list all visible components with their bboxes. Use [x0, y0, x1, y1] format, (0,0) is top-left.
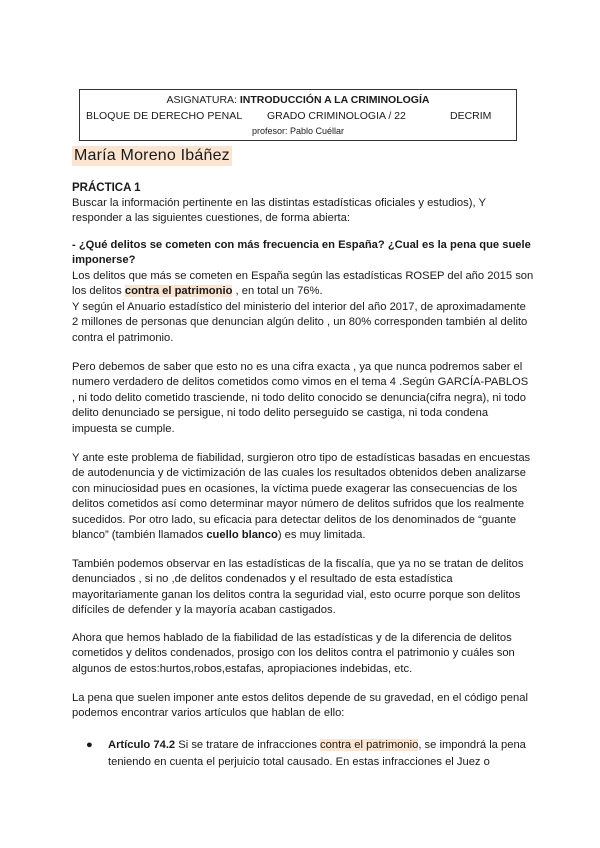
paragraph-cifra-negra: Pero debemos de saber que esto no es una cifra exacta , ya que nunca podremos saber el numero verdadero de delitos cometidos como vimos en el tema 4 .Según GARCÍA-PABLOS , ni todo delito cometido trasciende, ni todo delito conocido se denuncia(cifra negra), ni todo delito denunciado se persigue, ni todo delito perseguido se castiga, ni toda condena impuesta se cumple. [72, 361, 529, 435]
p1-text-d: Y según el Anuario estadístico del ministerio del interior del año 2017, de aproximadamente 2 millones de personas que denuncian algún delito , un 80% corresponden también al delito contra el patrimonio. [72, 300, 528, 344]
p3-text-a: Y ante este problema de fiabilidad, surgieron otro tipo de estadísticas basadas en encuestas de autodenuncia y de victimización de las cuales los resultados obtenidos deben analizarse con minuciosidad pues en ocasiones, la víctima puede exagerar las consecuencias de los delitos cometidos así como determinar mayor número de delitos sufridos que los realmente sucedidos. Por otro lado, su eficacia para detectar delitos de los denominados de “guante blanco” (también llamados [72, 452, 531, 542]
bloque-label: BLOQUE DE DERECHO PENAL [86, 110, 243, 122]
profesor-label: profesor: Pablo Cuéllar [251, 126, 345, 136]
p1-text-a: Los delitos que más se cometen en España según las estadísticas ROSEP del año 2015 son los delitos [72, 270, 534, 298]
practica-heading: PRÁCTICA 1 [72, 182, 141, 194]
bullet-highlight: contra el patrimonio [320, 739, 419, 751]
paragraph-rosep [72, 269, 534, 346]
course-header-box [79, 89, 517, 141]
author-name: María Moreno Ibáñez [74, 147, 230, 164]
question-heading: - ¿Qué delitos se cometen con más frecuencia en España? ¿Cual es la pena que suele imponerse? [72, 239, 531, 267]
paragraph-fiscalia: También podemos observar en las estadísticas de la fiscalía, que ya no se tratan de delitos denunciados , si no ,de delitos condenados y el resultado de esta estadística mayoritariamente ganan los delitos contra la seguridad vial, esto ocurre porque son delitos difíciles de defender y la mayoría acaban castigados. [72, 558, 524, 617]
bullet-dot-icon: ● [86, 739, 93, 751]
p3-bold: cuello blanco [206, 529, 278, 542]
p1-highlight: contra el patrimonio [124, 285, 233, 298]
p3-text-c: ) es muy limitada. [277, 529, 366, 542]
p1-text-c: , en total un 76%. [232, 285, 323, 298]
bullet-text [108, 737, 534, 771]
bullet-text-c: , se impondrá la pena teniendo en cuenta el perjuicio total causado. En estas infracciones el Juez o [108, 739, 526, 768]
asignatura-label: ASIGNATURA: [166, 94, 240, 106]
paragraph-encuestas [72, 451, 534, 543]
bullet-title: Artículo 74.2 [108, 739, 176, 751]
bullet-text-a: Si se tratare de infracciones [175, 739, 321, 751]
grado-label: GRADO CRIMINOLOGIA / 22 [267, 110, 406, 122]
course-title-line [80, 94, 516, 106]
paragraph-patrimonio: Ahora que hemos hablado de la fiabilidad de las estadísticas y de la diferencia de delitos cometidos y delitos condenados, prosigo con los delitos contra el patrimonio y cuáles son algunos de estos:hurtos,robos,estafas, apropiaciones indebidas, etc. [72, 632, 515, 675]
paragraph-pena: La pena que suelen imponer ante estos delitos depende de su gravedad, en el código penal podemos encontrar varios artículos que hablan de ello: [72, 692, 528, 720]
intro-paragraph: Buscar la información pertinente en las distintas estadísticas oficiales y estudios), Y responder a las siguientes cuestiones, de forma abierta: [72, 197, 486, 225]
asignatura-title: INTRODUCCIÓN A LA CRIMINOLOGÍA [239, 94, 430, 106]
course-code: DECRIM [450, 110, 492, 122]
